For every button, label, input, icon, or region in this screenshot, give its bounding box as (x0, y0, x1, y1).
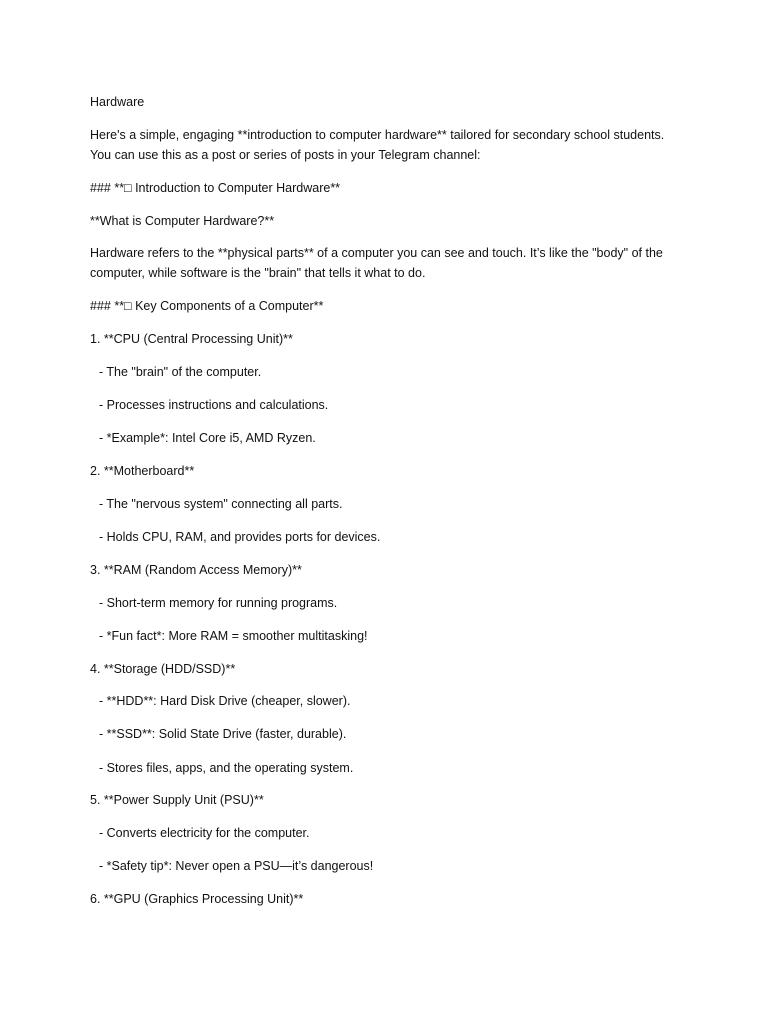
storage-bullet-3: - Stores files, apps, and the operating system. (99, 761, 354, 775)
list-item-motherboard: 2. **Motherboard** (90, 464, 195, 478)
list-item-psu: 5. **Power Supply Unit (PSU)** (90, 793, 264, 807)
list-item-gpu: 6. **GPU (Graphics Processing Unit)** (90, 892, 304, 906)
list-item-ram: 3. **RAM (Random Access Memory)** (90, 563, 302, 577)
heading-key-components: ### **□ Key Components of a Computer** (90, 299, 324, 313)
motherboard-bullet-1: - The "nervous system" connecting all parts. (99, 497, 343, 511)
intro-paragraph: Here's a simple, engaging **introduction to computer hardware** tailored for secondary school students. You can use this as a post or series of posts in your Telegram channel: (90, 128, 665, 162)
heading-introduction: ### **□ Introduction to Computer Hardware** (90, 181, 341, 195)
document-title: Hardware (90, 95, 145, 109)
definition-paragraph: Hardware refers to the **physical parts** of a computer you can see and touch. It’s like the "body" of the computer, while software is the "brain" that tells it what to do. (90, 246, 663, 280)
psu-bullet-2: - *Safety tip*: Never open a PSU—it’s dangerous! (99, 859, 374, 873)
list-item-cpu: 1. **CPU (Central Processing Unit)** (90, 332, 293, 346)
motherboard-bullet-2: - Holds CPU, RAM, and provides ports for devices. (99, 530, 381, 544)
cpu-bullet-2: - Processes instructions and calculations. (99, 398, 329, 412)
storage-bullet-1: - **HDD**: Hard Disk Drive (cheaper, slower). (99, 694, 351, 708)
heading-what-is-hardware: **What is Computer Hardware?** (90, 214, 275, 228)
list-item-storage: 4. **Storage (HDD/SSD)** (90, 662, 236, 676)
cpu-bullet-1: - The "brain" of the computer. (99, 365, 262, 379)
storage-bullet-2: - **SSD**: Solid State Drive (faster, durable). (99, 727, 347, 741)
ram-bullet-2: - *Fun fact*: More RAM = smoother multitasking! (99, 629, 368, 643)
cpu-bullet-3: - *Example*: Intel Core i5, AMD Ryzen. (99, 431, 316, 445)
psu-bullet-1: - Converts electricity for the computer. (99, 826, 310, 840)
ram-bullet-1: - Short-term memory for running programs. (99, 596, 338, 610)
